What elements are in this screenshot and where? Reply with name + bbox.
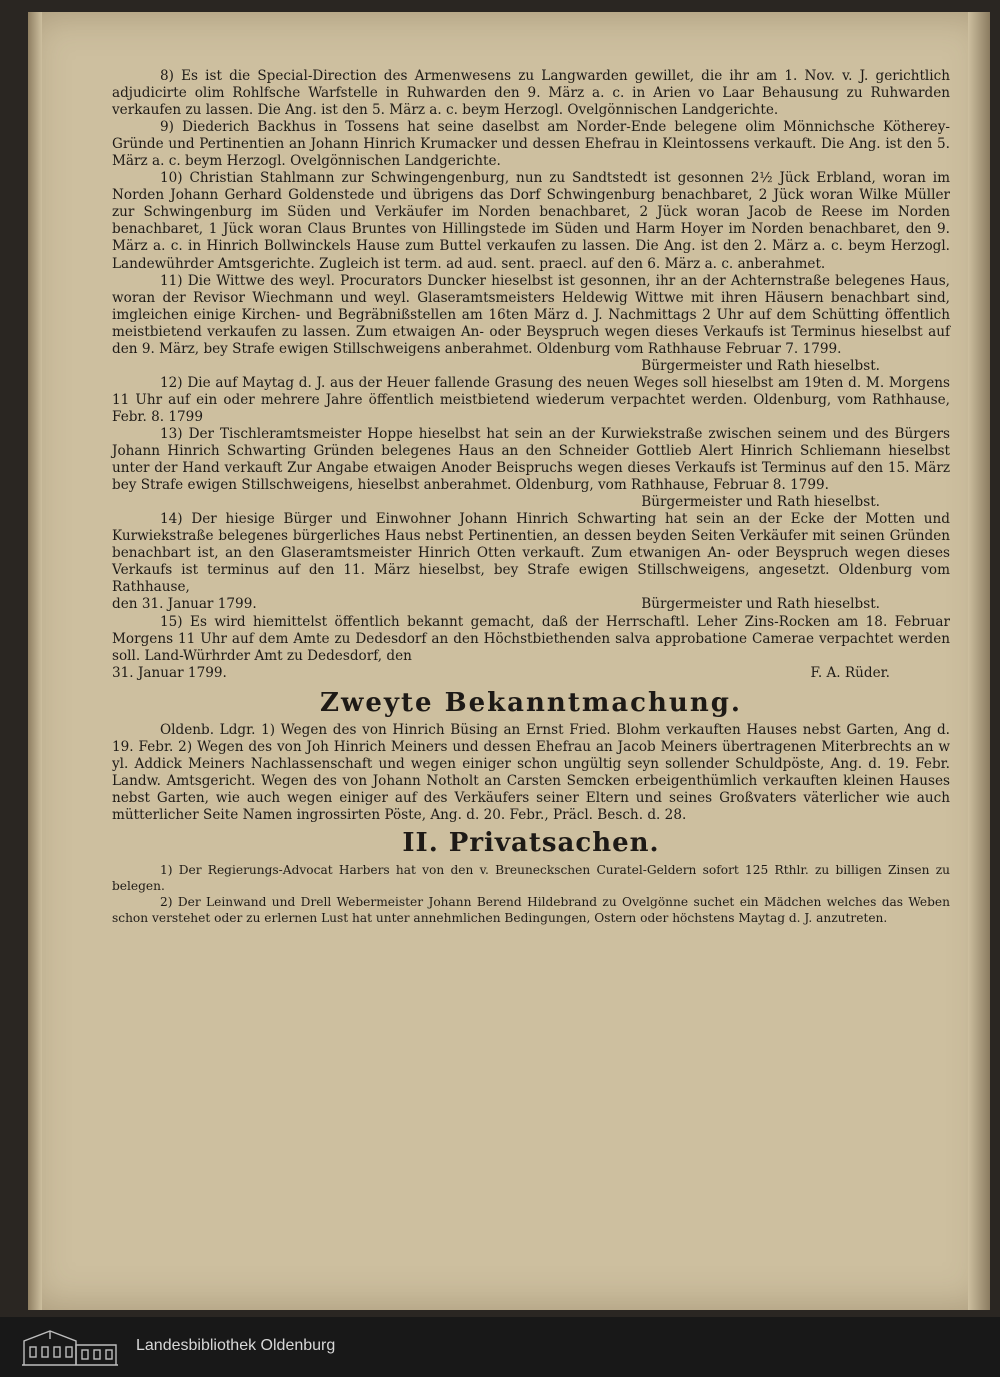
section-heading-private-matters: II. Privatsachen.	[402, 827, 660, 858]
notice-paragraph-10: 10) Christian Stahlmann zur Schwingengenburg, nun zu Sandtstedt ist gesonnen 2½ Jück Erbland, woran im Norden Johann Gerhard Goldenstede und übrigens das Dorf Schwingenburg benachbaret, 2 Jück woran Wilke Müller zur Schwingenburg im Süden und Verkäufer im Norden benachbaret, 2 Jück woran Jacob de Reese im Norden benachbaret, 1 Jück woran Claus Bruntes von Hillingstede im Süden und Harm Hoyer im Norden benachbaret, den 9. März a. c. in Hinrich Bollwinckels Hause zum Buttel verkaufen zu lassen. Die Ang. ist den 2. März a. c. beym Herzogl. Landewührder Amtsgerichte. Zugleich ist term. ad aud. sent. praecl. auf den 6. März a. c. anberahmet.	[112, 170, 950, 272]
notice-paragraph-13: 13) Der Tischleramtsmeister Hoppe hieselbst hat sein an der Kurwiekstraße zwischen seinem und des Bürgers Johann Hinrich Schwarting Gründen belegenes Haus an den Schneider Gottlieb Alert Hinrich Schliemann hieselbst unter der Hand verkauft Zur Angabe etwaigen Anoder Beispruchs wegen dieses Verkaufs ist Terminus auf den 15. März bey Strafe ewigen Stillschweigens, hieselbst anberahmet. Oldenburg, vom Rathhause, Februar 8. 1799.	[112, 425, 950, 494]
notice-14-date: den 31. Januar 1799.	[112, 596, 257, 613]
date-signature-row-14	[112, 596, 950, 613]
date-signature-row-15	[112, 665, 950, 682]
signature-council-1: Bürgermeister und Rath hieselbst.	[641, 357, 880, 374]
page-right-edge	[968, 12, 990, 1310]
signature-council-3: Bürgermeister und Rath hieselbst.	[641, 596, 880, 613]
notice-paragraph-14: 14) Der hiesige Bürger und Einwohner Johann Hinrich Schwarting hat sein an der Ecke der Motten und Kurwiekstraße belegenes bürgerliches Haus nebst Pertinentien, an dessen beyden Seiten Verkäufer mit seinen Gründen benachbart ist, an den Glaseramtsmeister Hinrich Otten verkauft. Zum etwanigen An- oder Beyspruch wegen dieses Verkaufs ist terminus auf den 11. März hieselbst, bey Strafe ewigen Stillschweigens, angesetzt. Oldenburg vom Rathhause,	[112, 511, 950, 596]
section-heading-second-notice: Zweyte Bekanntmachung.	[320, 687, 742, 718]
library-building-logo-icon	[20, 1327, 120, 1367]
notice-paragraph-9: 9) Diederich Backhus in Tossens hat seine daselbst am Norder-Ende belegene olim Mönnichsche Kötherey-Gründe und Pertinentien an Johann Hinrich Krumacker und dessen Ehefrau in Kleintossens verkauft. Die Ang. ist den 5. März a. c. beym Herzogl. Ovelgönnischen Landgerichte.	[112, 119, 950, 170]
notice-15-date: 31. Januar 1799.	[112, 664, 227, 681]
library-name: Landesbibliothek Oldenburg	[136, 1337, 336, 1354]
page-content	[112, 68, 950, 926]
page-binding-shadow	[28, 12, 42, 1310]
notice-paragraph-12: 12) Die auf Maytag d. J. aus der Heuer fallende Grasung des neuen Weges soll hieselbst am 19ten d. M. Morgens 11 Uhr auf ein oder mehrere Jahre öffentlich meistbietend wiederum verpachtet werden. Oldenburg, vom Rathhause, Febr. 8. 1799	[112, 374, 950, 425]
signature-rueder: F. A. Rüder.	[810, 664, 890, 681]
footer-bar	[0, 1317, 1000, 1377]
private-notice-1: 1) Der Regierungs-Advocat Harbers hat von den v. Breuneckschen Curatel-Geldern sofort 125 Rthlr. zu billigen Zinsen zu belegen.	[112, 862, 950, 893]
notice-paragraph-15: 15) Es wird hiemittelst öffentlich bekannt gemacht, daß der Herrschaftl. Leher Zins-Rocken am 18. Februar Morgens 11 Uhr auf dem Amte zu Dedesdorf an den Höchstbiethenden salva approbatione Camerae verpachtet werden soll. Land-Würhrder Amt zu Dedesdorf, den	[112, 613, 950, 664]
private-notice-2: 2) Der Leinwand und Drell Webermeister Johann Berend Hildebrand zu Ovelgönne suchet ein Mädchen welches das Weben schon verstehet oder zu erlernen Lust hat unter annehmlichen Bedingungen, Ostern oder höchstens Maytag d. J. anzutreten.	[112, 894, 950, 925]
notice-paragraph-8: 8) Es ist die Special-Direction des Armenwesens zu Langwarden gewillet, die ihr am 1. Nov. v. J. gerichtlich adjudicirte olim Rohlfsche Warfstelle in Ruhwarden den 9. März a. c. in Arien vo Laar Behausung zu Ruhwarden verkaufen zu lassen. Die Ang. ist den 5. März a. c. beym Herzogl. Ovelgönnischen Landgerichte.	[112, 68, 950, 119]
second-notice-paragraph: Oldenb. Ldgr. 1) Wegen des von Hinrich Büsing an Ernst Fried. Blohm verkauften Hauses nebst Garten, Ang d. 19. Febr. 2) Wegen des von Joh Hinrich Meiners und dessen Ehefrau an Jacob Meiners übertragenen Miterbrechts an w yl. Addick Meiners Nachlassenschaft und wegen einiger schon ungültig seyn sollender Schuldpöste, Ang. d. 19. Febr. Landw. Amtsgericht. Wegen des von Johann Notholt an Carsten Semcken erbeigenthümlich verkauften kleinen Hauses nebst Garten, wie auch wegen einiger auf des Verkäufers seiner Eltern und seines Großvaters väterlicher wie auch mütterlicher Seite Namen ingrossirten Pöste, Ang. d. 20. Febr., Präcl. Besch. d. 28.	[112, 721, 950, 823]
signature-council-2: Bürgermeister und Rath hieselbst.	[641, 494, 880, 511]
notice-paragraph-11: 11) Die Wittwe des weyl. Procurators Duncker hieselbst ist gesonnen, ihr an der Achternstraße belegenes Haus, woran der Revisor Wiechmann und weyl. Glaseramtsmeisters Heldewig Wittwe mit ihren Häusern benachbart sind, imgleichen einige Kirchen- und Begräbnißstellen am 16ten März d. J. Nachmittags 2 Uhr auf dem Schütting öffentlich meistbietend verkaufen zu lassen. Zum etwaigen An- oder Beyspruch wegen dieses Verkaufs ist Terminus hieselbst auf den 9. März, bey Strafe ewigen Stillschweigens anberahmet. Oldenburg vom Rathhause Februar 7. 1799.	[112, 272, 950, 357]
